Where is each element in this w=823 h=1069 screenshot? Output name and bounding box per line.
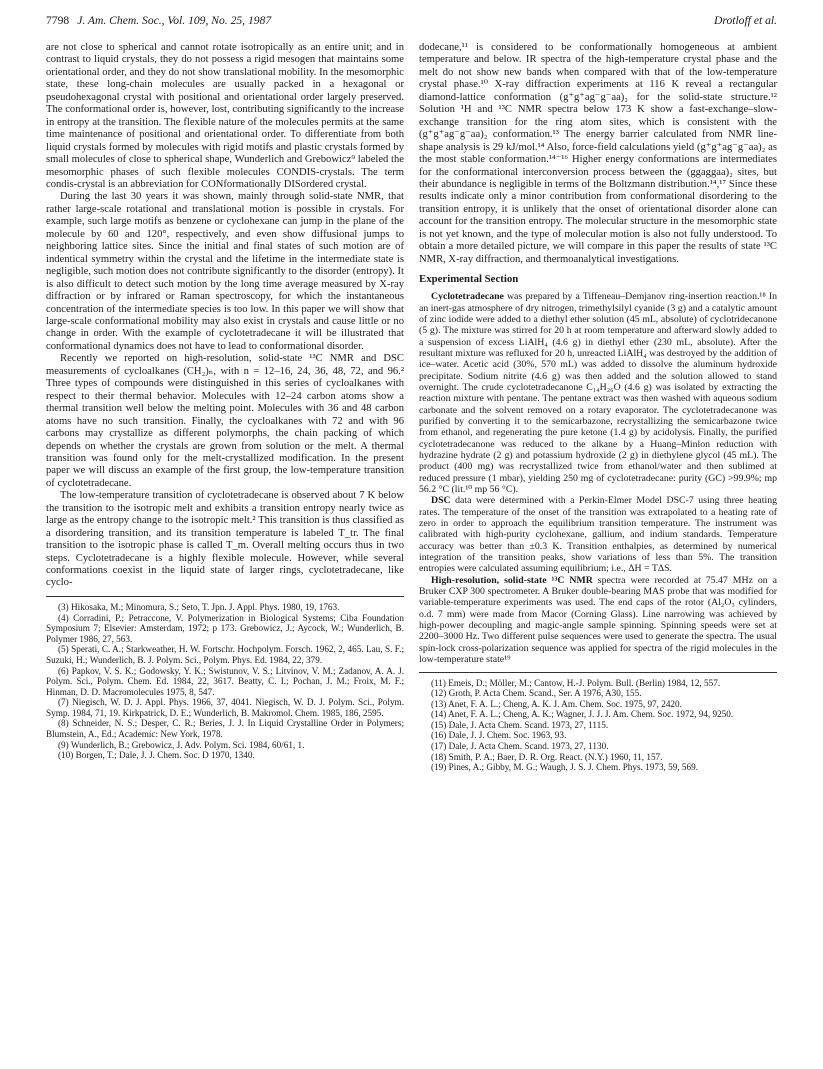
footnote: (15) Dale, J. Acta Chem. Scand. 1973, 27, 1115. — [431, 719, 609, 730]
right-footnotes — [419, 678, 777, 773]
journal-citation: J. Am. Chem. Soc., Vol. 109, No. 25, 1987 — [77, 14, 272, 27]
footnote: (9) Wunderlich, B.; Grebowicz, J. Adv. Polym. Sci. 1984, 60/61, 1. — [58, 739, 305, 750]
footnote: (4) Corradini, P.; Petraccone, V. Polymerization in Biological Systems; Ciba Foundation Symposium 7; Elsevier: Amsterdam, 1972; p 173. Grebowicz, J.; Aycock, W.; Wunderlich, B. Polymer 1986, 27, 563. — [46, 612, 404, 644]
footnote: (3) Hikosaka, M.; Minomura, S.; Seto, T. Jpn. J. Appl. Phys. 1980, 19, 1763. — [58, 601, 340, 612]
experimental-text — [419, 291, 777, 665]
footnote: (11) Emeis, D.; Möller, M.; Cantow, H.-J. Polym. Bull. (Berlin) 1984, 12, 557. — [431, 677, 721, 688]
footnote: (5) Sperati, C. A.; Starkweather, H. W. Fortschr. Hochpolym. Forsch. 1962, 2, 465. Lau, S. F.; Suzuki, H.; Wunderlich, B. J. Polym. Sci., Polym. Phys. Ed. 1984, 22, 379. — [46, 644, 404, 665]
paragraph-lead: DSC — [431, 495, 451, 507]
footnote-divider — [419, 672, 777, 673]
body-paragraph: The low-temperature transition of cyclotetradecane is observed about 7 K below the transition to the isotropic melt and exhibits a transition entropy nearly twice as large as the entropy change to the isotropic melt.² This transition is thus classified as a disordering transition, and its transition temperature is labeled T_tr. The final transition to the isotropic phase is called T_m. Overall melting occurs thus in two steps. Cyclotetradecane is a highly flexible molecule. However, while several conformations coexist in the liquid state of larger rings, cyclotetradecane, like cyclo- — [46, 490, 404, 589]
paragraph-lead: Cyclotetradecane — [431, 291, 504, 303]
footnote: (19) Pines, A.; Gibby, M. G.; Waugh, J. S. J. Chem. Phys. 1973, 59, 569. — [431, 762, 698, 773]
footnote: (12) Groth, P. Acta Chem. Scand., Ser. A 1976, A30, 155. — [431, 688, 642, 699]
left-footnotes — [46, 602, 404, 761]
section-heading: Experimental Section — [419, 273, 519, 286]
body-paragraph: During the last 30 years it was shown, mainly through solid-state NMR, that rather large-scale rotational and translational motion is possible in crystals. For example, such large motifs as benzene or cyclohexane can jump in the plane of the molecule by 60 and 120°, respectively, and even show diffusional jumps to neighboring lattice sites. Since the initial and final states of such motion are of indentical symmetry within the crystal and the lifetime in the intermediate state is negligible, such motion does not contribute significantly to the disorder (entropy). It is also difficult to detect such motion by the long time average measured by X-ray diffraction or by infrared or Raman spectroscopy, for which the instantaneous concentration of the intermediate species is too low. In this paper we will show that large-scale conformational mobility may also exist in crystals and cause little or no change in order. With the example of cyclotetradecane it will be illustrated that conformational dynamics does not have to lead to conformational disorder. — [46, 191, 404, 352]
header-authors: Drotloff et al. — [713, 14, 777, 27]
right-column — [419, 42, 777, 773]
left-column — [46, 42, 404, 761]
experimental-paragraph — [419, 575, 777, 666]
body-paragraph: Recently we reported on high-resolution, solid-state ¹³C NMR and DSC measurements of cycloalkanes (CH₂)ₙ, with n = 12–16, 24, 36, 48, 72, and 96.² Three types of compounds were distinguished in this series of cycloalkanes with respect to their thermal behavior. Molecules with 12–24 carbon atoms show a thermal transition well below the melting point. Molecules with 36 and 48 carbon atoms have no such transition. Finally, the cycloalkanes with 72 and with 96 carbons may crystallize as different polymorphs, the chain packing of which depends on whether the crystals are grown from solution or the melt. A thermal transition was found only for the melt-crystallized modification. In the present paper we will discuss an example of the first group, the low-temperature transition of cyclotetradecane. — [46, 353, 404, 489]
body-paragraph: dodecane,¹¹ is considered to be conformationally homogeneous at ambient temperature and below. IR spectra of the high-temperature crystal phase and the melt do not show new bands when compared with that of the low-temperature crystal phase.¹⁰ X-ray diffraction experiments at 116 K reveal a rectangular diamond-lattice conformation (g⁺g⁺ag⁻g⁻aa)₂ for the solid-state structure.¹² Solution ¹H and ¹³C NMR spectra below 173 K show a fast-exchange–slow-exchange transition for the ring atom sites, which is consistent with the (g⁺g⁺ag⁻g⁻aa)₂ conformation.¹³ The energy barrier calculated from NMR line-shape analysis is 29 kJ/mol.¹⁴ Also, force-field calculations yield (g⁺g⁺ag⁻g⁻aa)₂ as the most stable conformation.¹⁴⁻¹⁶ Higher energy conformations are intermediates for the conformational interconversion process between the (ggaggaa)₂ sites, but their abundance is negligible in terms of the Boltzmann distribution.¹⁴,¹⁷ Since these results indicate only a minor contribution from conformational disordering to the transition entropy, it is unlikely that the onset of orientational disorder alone can account for the transition entropy. The molecular structure in the mesomorphic state is not yet known, and the type of molecular motion is also not fully understood. To obtain a more detailed picture, we will compare in this paper the results of state ¹³C NMR, X-ray diffraction, and thermoanalytical investigations. — [419, 42, 777, 265]
paragraph-text: was prepared by a Tiffeneau–Demjanov ring-insertion reaction.¹⁸ In an inert-gas atmosphere of dry nitrogen, trimethylsilyl cyanide (3 g) and a catalytic amount of zinc iodide were added to a diethyl ether solution (45 mL, absolute) of cyclotridecanone (5 g). The mixture was stirred for 20 h at room temperature and afterward slowly added to a suspension of excess LiAlH₄ (4.6 g) in diethyl ether (230 mL, absolute). After the resultant mixture was refluxed for 20 h, unreacted LiAlH₄ was destroyed by the addition of ice–water. Acetic acid (30%, 570 mL) was added to dissolve the aluminum hydroxide precipitate. Sodium nitrite (4.6 g) was then added and the solution allowed to stand overnight. The crude cyclotetradecanone C₁₄H₂₆O (4.6 g) was isolated by extracting the reaction mixture with pentane. The pentane extract was then washed with aqueous sodium carbonate and the solvent removed on a rotary evaporator. The cyclotetradecanone was purified by converting it to the semicarbazone, recrystallizing the semicarbazone twice from ethanol, and regenerating the pure ketone (1.4 g) by acidolysis. Finally, the purified cyclotetradecanone was reduced to the alkane by a Huang–Minlon reduction with hydrazine hydrate (2 g) and potassium hydroxide (2 g) in diethylene glycol (45 mL). The product (400 mg) was recrystallized twice from ethanol/water and then sublimed at reduced pressure (1 mbar), yielding 250 mg of cyclotetradecane: purity (GC) >99.9%; mp 56.2 °C (lit.¹⁰ mp 56 °C). — [419, 291, 777, 495]
footnote: (8) Schneider, N. S.; Desper, C. R.; Beries, J. J. In Liquid Crystalline Order in Polymers; Blumstein, A., Ed.; Academic: New York, 1978. — [46, 718, 404, 740]
body-paragraph: are not close to spherical and cannot rotate isotropically as an entire unit; and in contrast to liquid crystals, they do not possess a rigid mesogen that maintains some orientational order, and they do not show translational mobility. In the mesomorphic state, these long-chain molecules are usually packed in a hexagonal or pseudohexagonal crystal with positional and orientational order largely preserved. The conformational order is, however, lost, contributing significantly to the increase in entropy at the transition. The flexible nature of the molecules permits at the same time maintenance of positional and orientational order. To differentiate from both liquid crystals formed by molecules with rigid motifs and plastic crystals formed by small molecules of close to spherical shape, Wunderlich and Grebowicz⁹ labeled the mesomorphic phases of such flexible molecules CONDIS-crystals. The term condis-crystal is an abbreviation for CONformationally DISordered crystal. — [46, 42, 404, 190]
header-left — [46, 14, 271, 27]
footnote: (17) Dale, J. Acta Chem. Scand. 1973, 27, 1130. — [431, 741, 609, 752]
experimental-paragraph — [419, 495, 777, 574]
right-body-text — [419, 42, 777, 266]
left-body-text — [46, 42, 404, 590]
footnote: (18) Smith, P. A.; Baer, D. R. Org. React. (N.Y.) 1960, 11, 157. — [431, 751, 663, 762]
paragraph-text: data were determined with a Perkin-Elmer Model DSC-7 using three heating rates. The temperature of the onset of the transition was extrapolated to a heating rate of zero in order to approach the equilibrium transition temperature. The instrument was calibrated with high-purity cyclohexane, gallium, and indium standards. Temperature accuracy was better than ±0.3 K. Transition enthalpies, as determined by numerical integration of the transition peaks, show variations of less than 5%. The transition entropies were calculated assuming equilibrium; i.e., ΔH = TΔS. — [419, 495, 777, 575]
running-header — [46, 14, 777, 30]
paragraph-lead: High-resolution, solid-state ¹³C NMR — [431, 574, 593, 586]
experimental-paragraph — [419, 291, 777, 495]
paragraph-text: spectra were recorded at 75.47 MHz on a Bruker CXP 300 spectrometer. A Bruker double-bearing MAS probe that was modified for variable-temperature experiments was used. The end caps of the rotor (Al₂O₃ cylinders, o.d. 7 mm) were made from Macor (Corning Glass). Line narrowing was achieved by high-power decoupling and magic-angle sample spinning. Spinning speeds were set at 2200–3000 Hz. Two different pulse sequences were used to generate the spectra. The usual spin-lock cross-polarization sequence was applied for spectra of the rigid molecules in the low-temperature state¹⁹ — [419, 574, 777, 666]
footnote: (7) Niegisch, W. D. J. Appl. Phys. 1966, 37, 4041. Niegisch, W. D. J. Polym. Sci., Polym. Symp. 1984, 71, 19. Kirkpatrick, D. E.; Wunderlich, B. Makromol. Chem. 1985, 186, 2595. — [46, 697, 404, 718]
footnote: (6) Papkov, V. S. K.; Godowsky, Y. K.; Swistunov, V. S.; Litvinov, V. M.; Zadanov, A. A. J. Polym. Sci., Polym. Chem. Ed. 1984, 22, 3617. Beatty, C. I.; Pochan, J. M.; Froix, M. F.; Hinman, D. D. Macromolecules 1975, 8, 547. — [46, 665, 404, 697]
footnote: (16) Dale, J. J. Chem. Soc. 1963, 93. — [431, 730, 567, 741]
footnote-divider — [46, 596, 404, 597]
footnote: (13) Anet, F. A. L.; Cheng, A. K. J. Am. Chem. Soc. 1975, 97, 2420. — [431, 698, 682, 709]
footnote: (10) Borgen, T.; Dale, J. J. Chem. Soc. D 1970, 1340. — [58, 750, 255, 761]
footnote: (14) Anet, F. A. L.; Cheng, A. K.; Wagner, J. J. J. Am. Chem. Soc. 1972, 94, 9250. — [431, 709, 734, 720]
page-number: 7798 — [46, 14, 70, 27]
